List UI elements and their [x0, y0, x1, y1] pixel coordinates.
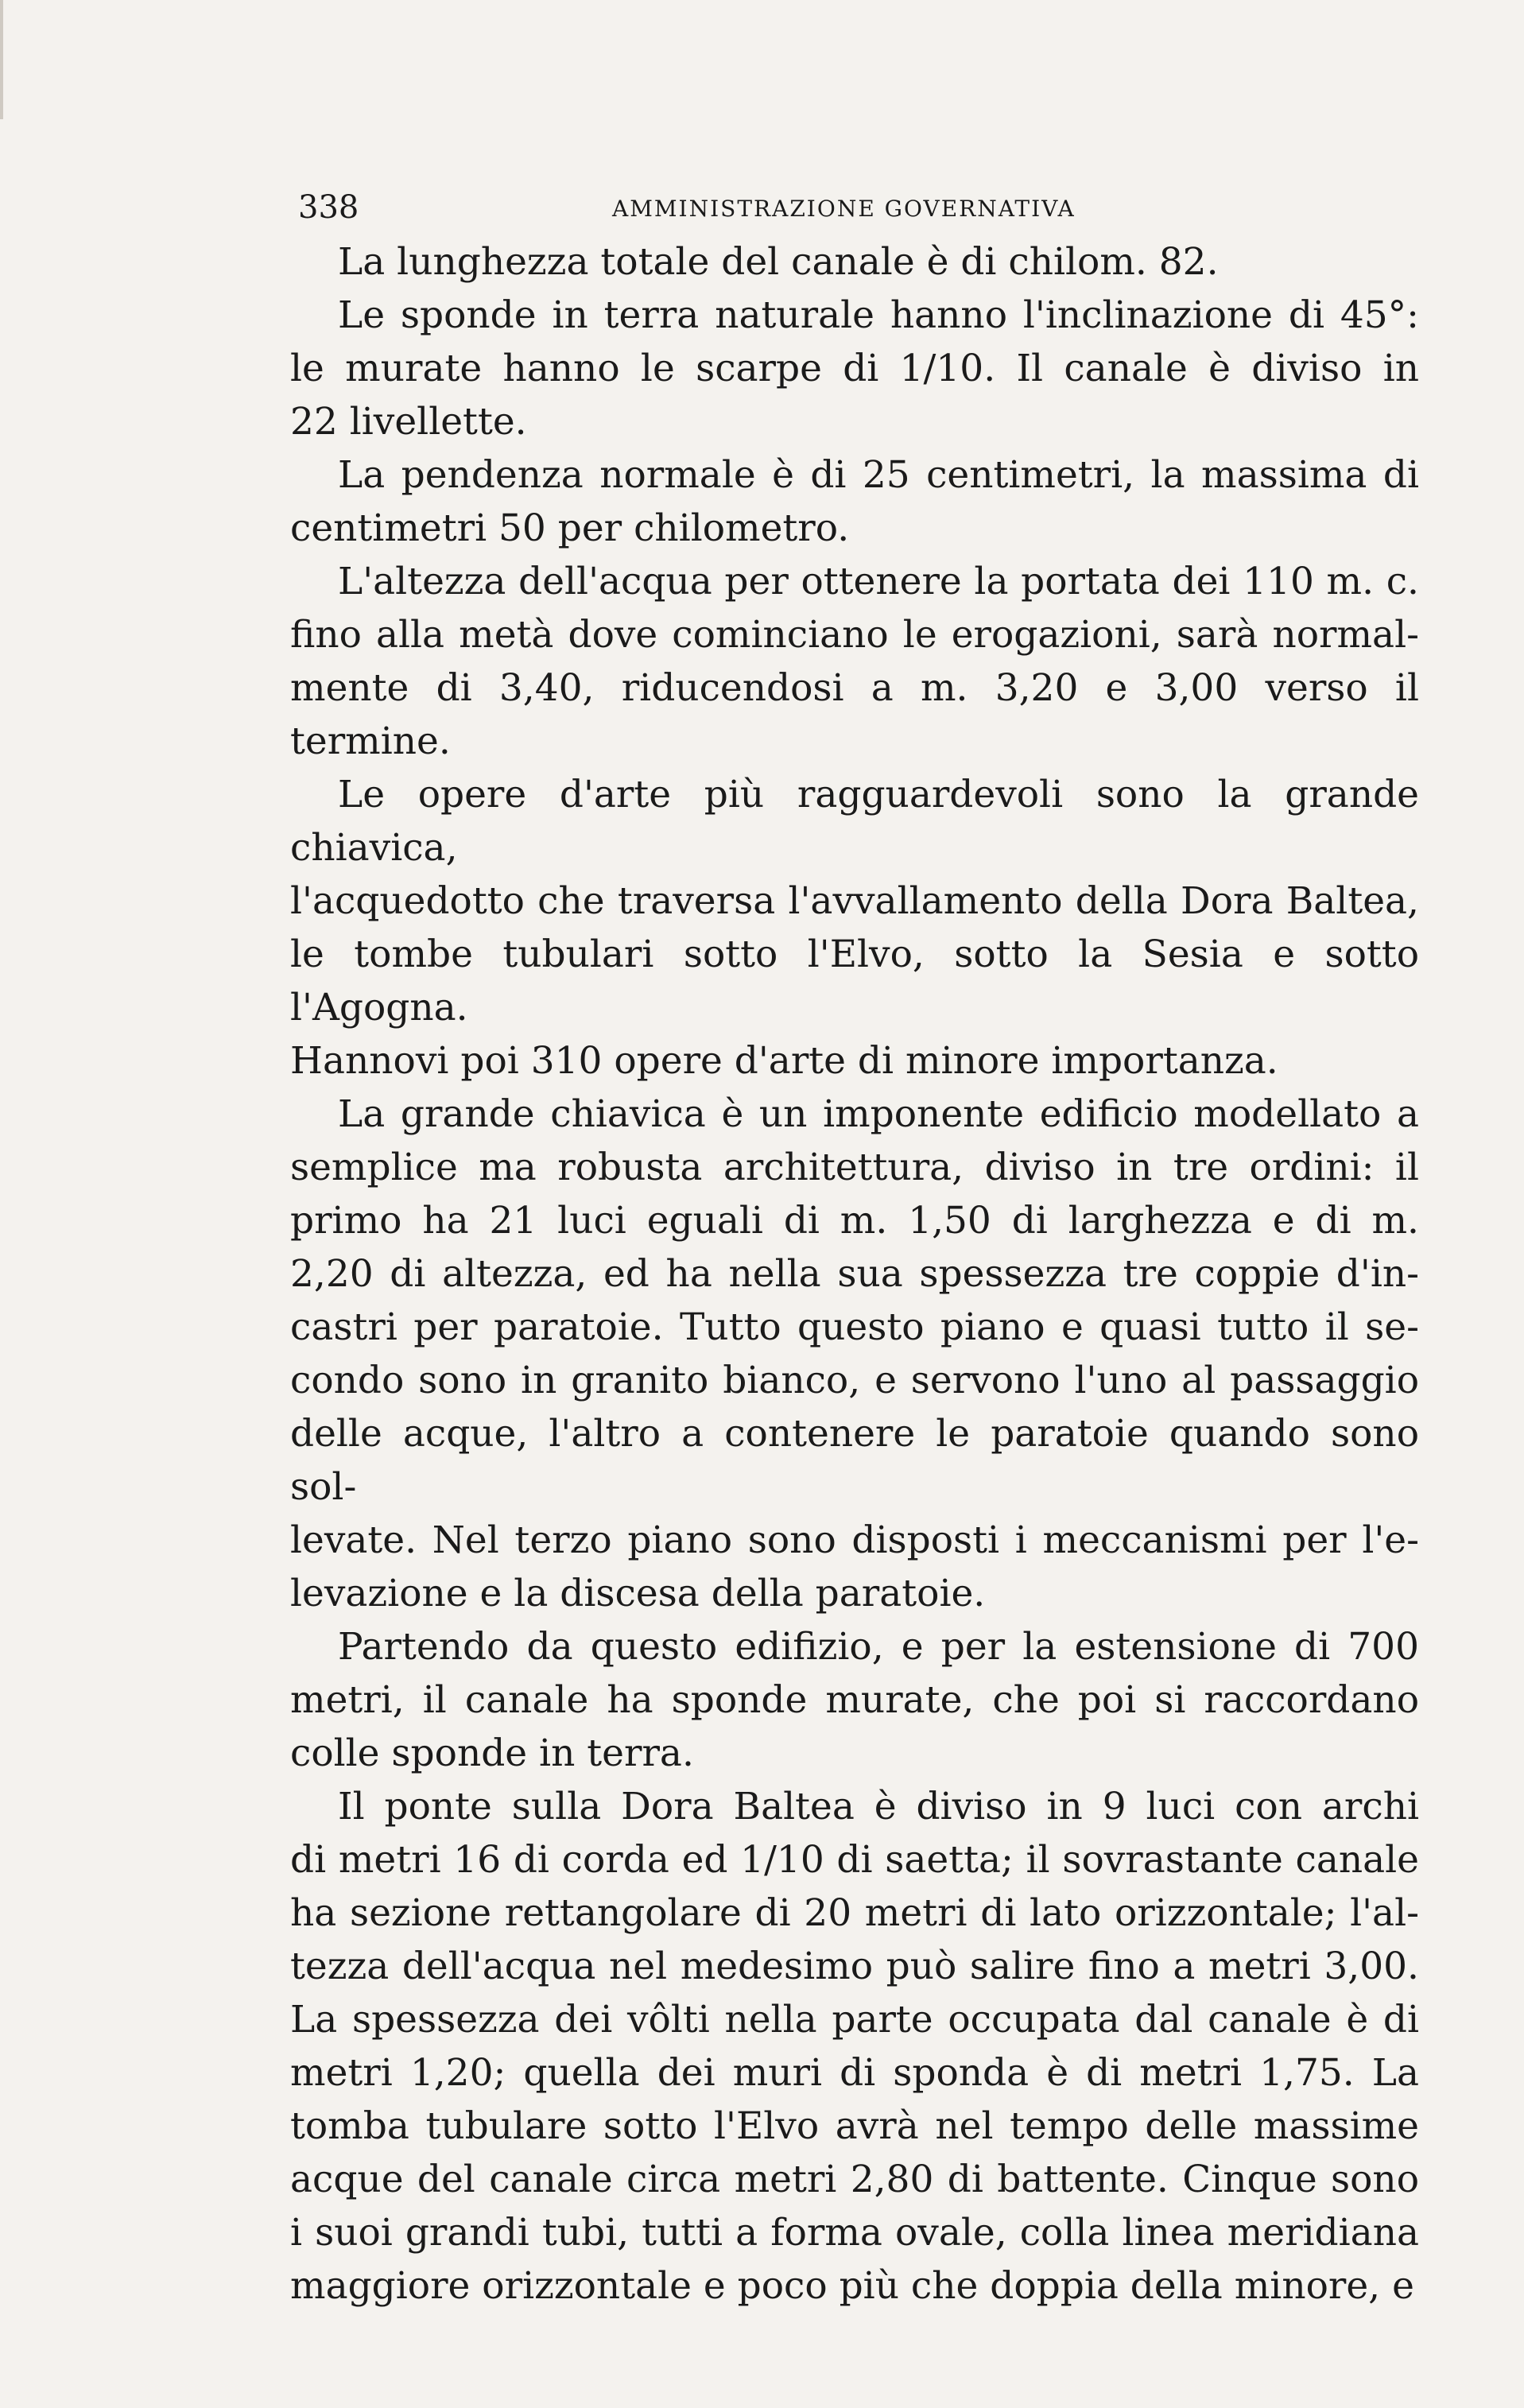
text-line: mente di 3,40, riducendosi a m. 3,20 e 3,00 verso il termine.: [290, 666, 1419, 763]
text-line: La grande chiavica è un imponente edificio modellato a: [338, 1092, 1419, 1136]
text-line: tezza dell'acqua nel medesimo può salire fino a metri 3,00.: [290, 1945, 1419, 1988]
text-line: 2,20 di altezza, ed ha nella sua spessezza tre coppie d'in-: [290, 1252, 1419, 1296]
text-line: tomba tubulare sotto l'Elvo avrà nel tempo delle massime: [290, 2104, 1419, 2148]
text-line: le murate hanno le scarpe di 1/10. Il canale è diviso in: [290, 347, 1419, 390]
text-line: La spessezza dei vôlti nella parte occupata dal canale è di: [290, 1998, 1419, 2042]
text-line: centimetri 50 per chilometro.: [290, 506, 850, 550]
text-line: 22 livellette.: [290, 400, 527, 444]
paragraph: [290, 1088, 1419, 1620]
page-edge-line: [0, 0, 3, 119]
paragraph: [290, 235, 1419, 289]
text-line: semplice ma robusta architettura, diviso in tre ordini: il: [290, 1146, 1419, 1189]
page-header: [298, 189, 1419, 237]
text-line: Le sponde in terra naturale hanno l'inclinazione di 45°:: [338, 293, 1419, 337]
text-line: levazione e la discesa della paratoie.: [290, 1572, 986, 1615]
text-line: levate. Nel terzo piano sono disposti i meccanismi per l'e-: [290, 1518, 1419, 1562]
text-line: Hannovi poi 310 opere d'arte di minore importanza.: [290, 1039, 1278, 1083]
text-line: Il ponte sulla Dora Baltea è diviso in 9 luci con archi: [338, 1785, 1419, 1828]
text-line: le tombe tubulari sotto l'Elvo, sotto la Sesia e sotto l'Agogna.: [290, 933, 1419, 1030]
text-line: La lunghezza totale del canale è di chilom. 82.: [338, 240, 1219, 284]
text-line: L'altezza dell'acqua per ottenere la portata dei 110 m. c.: [338, 560, 1419, 603]
paragraph: [290, 1780, 1419, 2313]
running-head: AMMINISTRAZIONE GOVERNATIVA: [612, 196, 1076, 222]
text-line: i suoi grandi tubi, tutti a forma ovale, colla linea meridiana: [290, 2211, 1419, 2255]
text-line: La pendenza normale è di 25 centimetri, la massima di: [338, 453, 1419, 497]
text-line: metri 1,20; quella dei muri di sponda è di metri 1,75. La: [290, 2051, 1419, 2095]
text-line: colle sponde in terra.: [290, 1731, 694, 1775]
text-line: Partendo da questo edifizio, e per la estensione di 700: [338, 1625, 1419, 1669]
text-line: l'acquedotto che traversa l'avvallamento della Dora Baltea,: [290, 879, 1419, 923]
paragraph: [290, 1620, 1419, 1780]
text-line: delle acque, l'altro a contenere le paratoie quando sono sol-: [290, 1412, 1419, 1509]
text-line: di metri 16 di corda ed 1/10 di saetta; il sovrastante canale: [290, 1838, 1419, 1882]
paragraph: [290, 768, 1419, 1088]
paragraph: [290, 289, 1419, 448]
page-number: 338: [298, 189, 359, 226]
body-text: [290, 235, 1419, 2313]
text-line: maggiore orizzontale e poco più che doppia della minore, e: [290, 2264, 1414, 2308]
text-line: ha sezione rettangolare di 20 metri di lato orizzontale; l'al-: [290, 1891, 1419, 1935]
text-line: acque del canale circa metri 2,80 di battente. Cinque sono: [290, 2158, 1419, 2201]
paragraph: [290, 555, 1419, 768]
text-line: fino alla metà dove cominciano le erogazioni, sarà normal-: [290, 613, 1419, 657]
text-line: metri, il canale ha sponde murate, che poi si raccordano: [290, 1678, 1419, 1722]
text-line: castri per paratoie. Tutto questo piano e quasi tutto il se-: [290, 1305, 1419, 1349]
paragraph: [290, 448, 1419, 555]
text-line: Le opere d'arte più ragguardevoli sono la grande chiavica,: [290, 773, 1419, 870]
text-line: primo ha 21 luci eguali di m. 1,50 di larghezza e di m.: [290, 1199, 1419, 1243]
text-line: condo sono in granito bianco, e servono l'uno al passaggio: [290, 1359, 1419, 1402]
